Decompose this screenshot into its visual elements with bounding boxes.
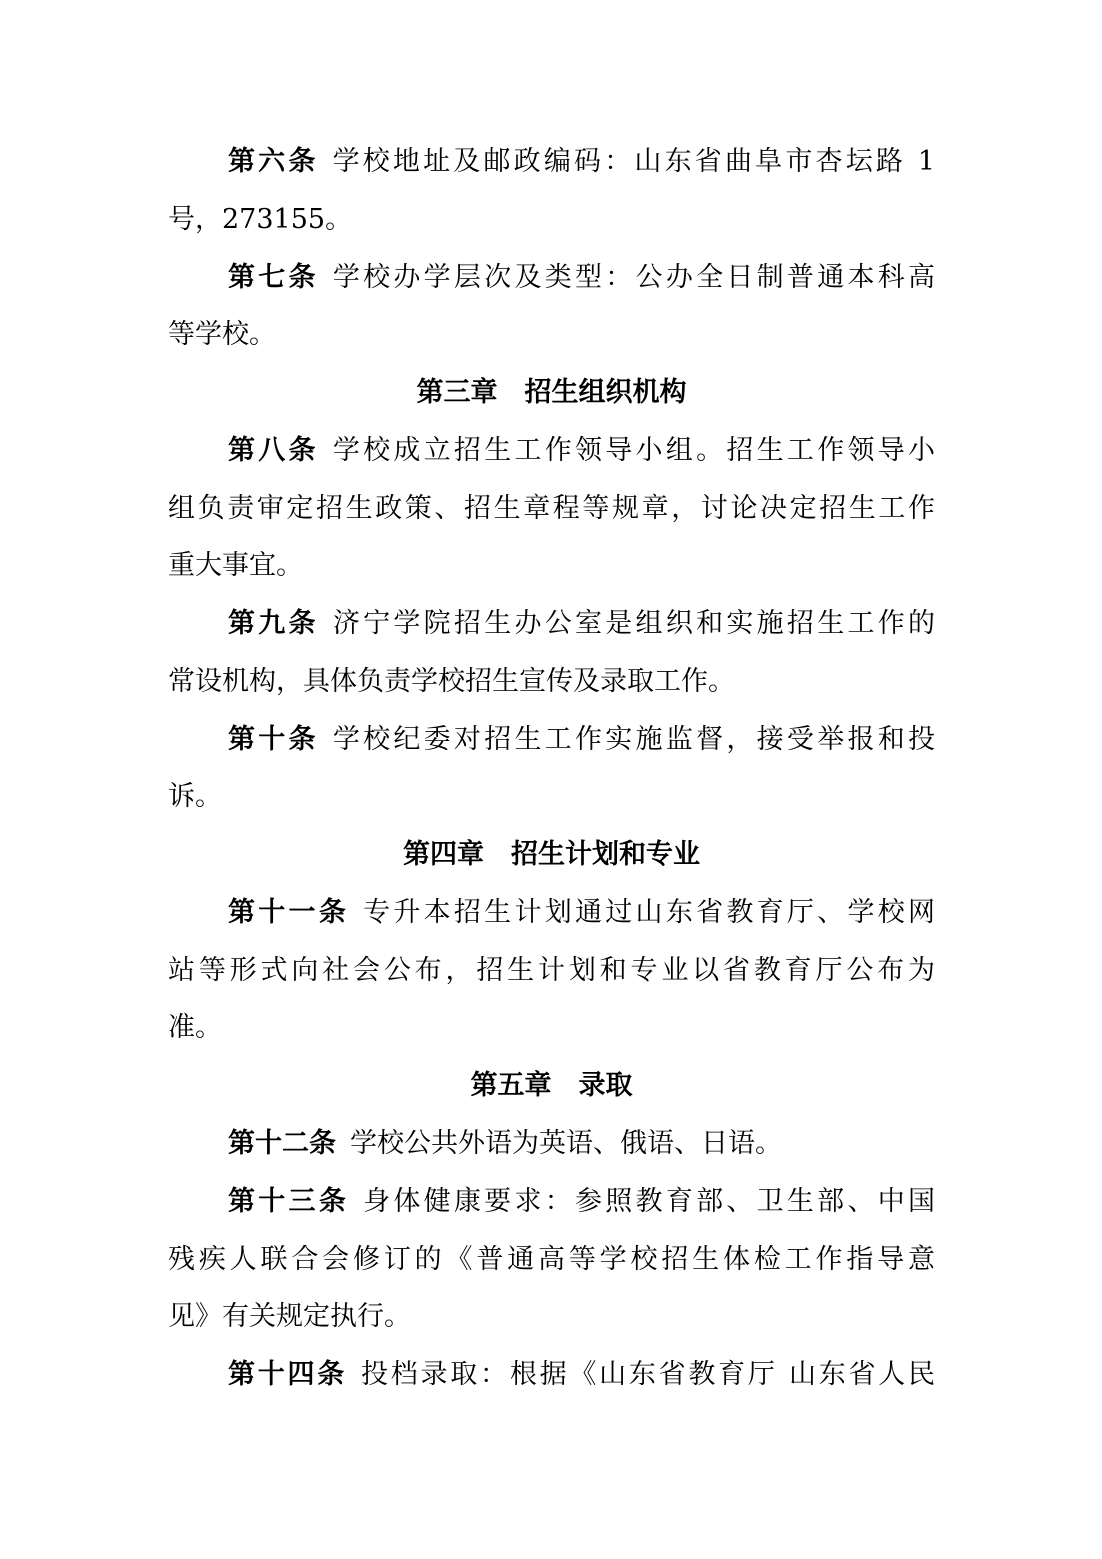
article-label: 第十三条 — [228, 1186, 350, 1217]
text-line — [168, 1297, 935, 1337]
text-line — [168, 777, 935, 817]
text-line — [228, 893, 935, 933]
text-line — [168, 1008, 935, 1048]
article-text: 重大事宜。 — [168, 550, 303, 581]
article-text: 诉。 — [168, 781, 222, 812]
article-label: 第八条 — [228, 435, 319, 466]
article-label: 第十四条 — [228, 1359, 348, 1390]
text-line — [168, 489, 935, 529]
article-text: 济宁学院招生办公室是组织和实施招生工作的 — [332, 608, 936, 639]
text-line — [168, 200, 935, 240]
article-text: 学校纪委对招生工作实施监督，接受举报和投 — [332, 724, 936, 755]
article-label: 第六条 — [228, 146, 319, 177]
article-label: 第十二条 — [228, 1128, 336, 1159]
text-line — [228, 604, 935, 644]
article-label: 第十一条 — [228, 897, 350, 928]
article-label: 第十条 — [228, 724, 319, 755]
text-line — [228, 258, 935, 298]
chapter-heading: 第四章 招生计划和专业 — [403, 839, 700, 870]
article-text: 号，273155。 — [168, 204, 353, 235]
article-text: 学校地址及邮政编码：山东省曲阜市杏坛路 1 — [332, 146, 936, 177]
article-text: 专升本招生计划通过山东省教育厅、学校网 — [363, 897, 936, 928]
text-line — [228, 720, 935, 760]
article-text: 投档录取：根据《山东省教育厅 山东省人民 — [361, 1359, 935, 1390]
chapter-heading: 第三章 招生组织机构 — [416, 377, 687, 408]
text-line — [168, 951, 935, 991]
article-text: 学校公共外语为英语、俄语、日语。 — [350, 1128, 782, 1159]
text-line — [168, 1240, 935, 1280]
text-line — [228, 1124, 935, 1164]
text-line — [228, 1182, 935, 1222]
article-text: 身体健康要求：参照教育部、卫生部、中国 — [363, 1186, 936, 1217]
article-text: 站等形式向社会公布，招生计划和专业以省教育厅公布为 — [168, 955, 935, 986]
text-line — [168, 546, 935, 586]
article-label: 第九条 — [228, 608, 319, 639]
article-text: 学校成立招生工作领导小组。招生工作领导小 — [332, 435, 936, 466]
text-line — [228, 431, 935, 471]
article-text: 常设机构，具体负责学校招生宣传及录取工作。 — [168, 666, 735, 697]
article-text: 见》有关规定执行。 — [168, 1301, 411, 1332]
chapter-heading: 第五章 录取 — [470, 1070, 633, 1101]
article-text: 残疾人联合会修订的《普通高等学校招生体检工作指导意 — [168, 1244, 935, 1275]
article-text: 等学校。 — [168, 319, 276, 350]
article-text: 准。 — [168, 1012, 222, 1043]
article-text: 学校办学层次及类型：公办全日制普通本科高 — [332, 262, 936, 293]
text-line — [168, 662, 935, 702]
article-label: 第七条 — [228, 262, 319, 293]
text-line — [228, 1355, 935, 1395]
text-line — [228, 142, 935, 182]
text-line — [168, 315, 935, 355]
article-text: 组负责审定招生政策、招生章程等规章，讨论决定招生工作 — [168, 493, 935, 524]
